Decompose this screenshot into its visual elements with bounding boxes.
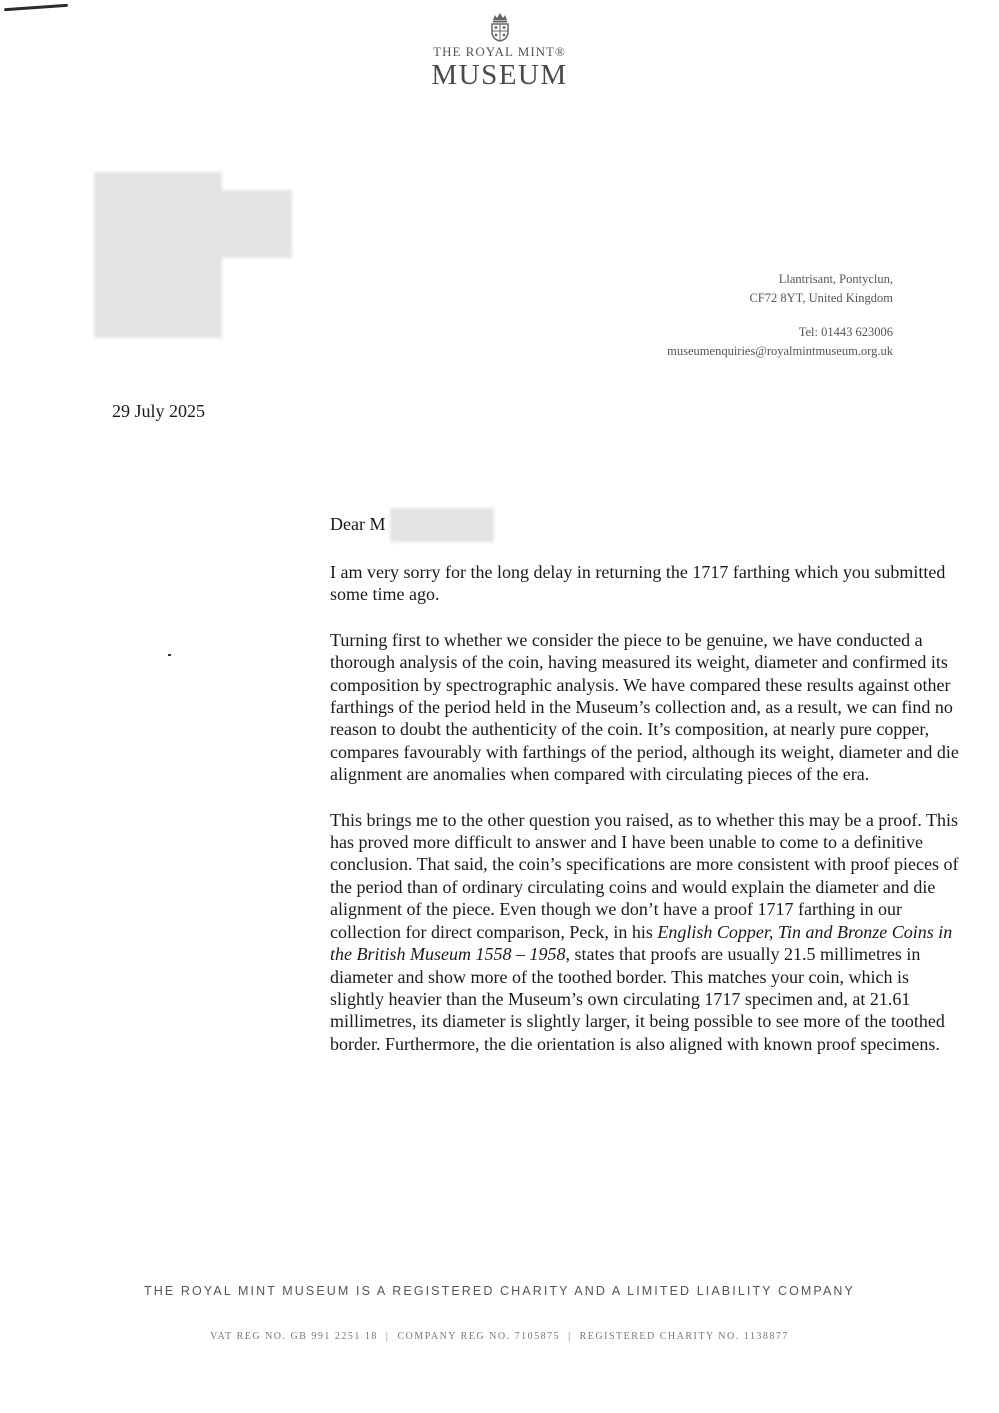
- paragraph-2: Turning first to whether we consider the piece to be genuine, we have conducted a thorough analysis of the coin, having measured its weight, diameter and confirmed its composition by spectrographic analysis. We have compared these results against other farthings of the period held in the Museum’s collection and, as a result, we can find no reason to doubt the authenticity of the coin. It’s composition, at nearly pure copper, compares favourably with farthings of the period, although its weight, diameter and die alignment are anomalies when compared with circulating pieces of the era.: [330, 629, 959, 785]
- footer-registration-line: [0, 1331, 999, 1342]
- staple-mark: [4, 4, 68, 11]
- footer-charity-line: THE ROYAL MINT MUSEUM IS A REGISTERED CHARITY AND A LIMITED LIABILITY COMPANY: [144, 1284, 855, 1298]
- sender-address-line2: CF72 8YT, United Kingdom: [749, 291, 893, 305]
- salutation: [330, 514, 385, 535]
- paragraph-1: I am very sorry for the long delay in returning the 1717 farthing which you submitted some time ago.: [330, 562, 946, 605]
- sender-email: museumenquiries@royalmintmuseum.org.uk: [667, 344, 893, 358]
- footer-separator: |: [385, 1331, 390, 1342]
- salutation-text: Dear M: [330, 514, 386, 534]
- stray-mark: [168, 654, 171, 656]
- letter-body: [330, 561, 966, 1078]
- sender-address: [667, 270, 893, 361]
- footer-charity-number: REGISTERED CHARITY NO. 1138877: [579, 1331, 789, 1342]
- redacted-recipient-name: [390, 508, 494, 542]
- brand-top-line: THE ROYAL MINT®: [433, 44, 566, 59]
- footer-vat: VAT REG NO. GB 991 2251 18: [210, 1331, 378, 1342]
- redacted-recipient-address-ext: [218, 190, 292, 258]
- paragraph-3-part-a: This brings me to the other question you raised, as to whether this may be a proof. This has proved more difficult to answer and I have been unable to come to a definitive conclusion. That said, the coin’s specifications are more consistent with proof pieces of the period than of ordinary circulating coins and would explain the diameter and die alignment of the piece. Even though we don’t have a proof 1717 farthing in our collection for direct comparison, Peck, in his: [330, 809, 959, 942]
- footer-separator: |: [568, 1331, 572, 1342]
- royal-crest-icon: [486, 12, 514, 42]
- letter-date: 29 July 2025: [112, 401, 206, 421]
- redacted-recipient-address: [94, 172, 222, 338]
- book-title: English Copper, Tin and Bronze Coins in the British Museum 1558 – 1958: [330, 921, 953, 965]
- sender-telephone: Tel: 01443 623006: [798, 325, 893, 339]
- sender-address-line1: Llantrisant, Pontyclun,: [778, 272, 893, 286]
- brand-main-line: MUSEUM: [431, 59, 568, 91]
- letterhead-logo: [0, 12, 999, 90]
- paragraph-3: [330, 809, 966, 1055]
- paragraph-3-part-b: , states that proofs are usually 21.5 millimetres in diameter and show more of the toothed border. This matches your coin, which is slightly heavier than the Museum’s own circulating 1717 specimen and, at 21.61 millimetres, its diameter is slightly larger, it being possible to see more of the toothed border. Furthermore, the die orientation is also aligned with known proof specimens.: [330, 944, 945, 1054]
- footer-company: COMPANY REG NO. 7105875: [397, 1331, 561, 1342]
